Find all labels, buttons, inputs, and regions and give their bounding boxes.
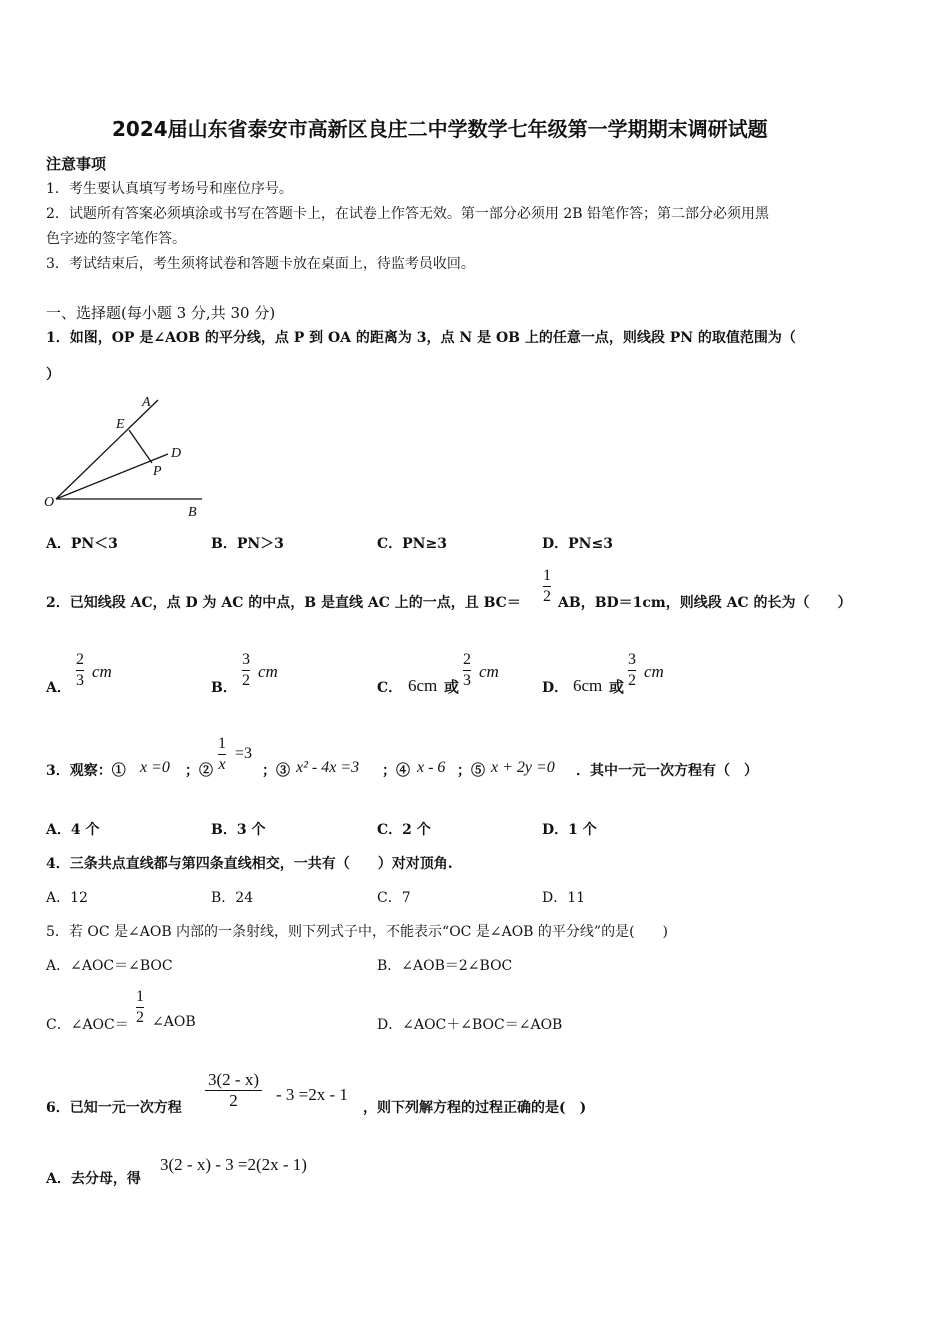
q4-option-c: C．7 xyxy=(377,890,411,906)
q3-eq-1: x =0 xyxy=(140,759,170,776)
q2-option-b-unit: cm xyxy=(258,662,278,681)
q6-num: 3(2 - x) xyxy=(208,1070,259,1089)
q2-option-d-pre: 6cm xyxy=(573,676,603,695)
q3-eq-2-fraction xyxy=(218,735,226,774)
q5-option-c-a: C．∠AOC＝ xyxy=(46,1017,129,1033)
notice-item-2-line1: 2．试题所有答案必须填涂或书写在答题卡上，在试卷上作答无效。第一部分必须用 2B 铅笔作答；第二部分必须用黑 xyxy=(46,206,769,222)
q1-option-d: D．PN≤3 xyxy=(542,536,613,552)
q2-option-a-unit: cm xyxy=(92,662,112,681)
q4-option-d: D．11 xyxy=(542,890,586,906)
q1-option-b: B．PN＞3 xyxy=(211,536,284,552)
q5-text: 5．若 OC 是∠AOB 内部的一条射线，则下列式子中，不能表示“OC 是∠AOB 的平分线”的是( ) xyxy=(46,924,668,940)
q4-option-b: B．24 xyxy=(211,890,254,906)
q6-den: 2 xyxy=(229,1091,238,1110)
q1-option-c: C．PN≥3 xyxy=(377,536,447,552)
q6-tail: ，则下列解方程的过程正确的是( ) xyxy=(363,1100,587,1116)
q2-option-d-unit: cm xyxy=(644,662,664,681)
q3-eq-4: x - 6 xyxy=(417,759,446,776)
q2-a-den: 3 xyxy=(76,672,84,689)
q3-sep-2: ；③ xyxy=(262,763,290,779)
q2-fraction xyxy=(543,567,551,606)
q6-lead: 6．已知一元一次方程 xyxy=(46,1100,182,1116)
q4-text: 4．三条共点直线都与第四条直线相交，一共有（ ）对对顶角. xyxy=(46,856,453,872)
q2-b-den: 2 xyxy=(242,672,250,689)
q3-eq2-den: x xyxy=(218,756,226,773)
q5-option-d: D．∠AOC＋∠BOC＝∠AOB xyxy=(377,1017,563,1033)
notice-item-3: 3．考试结束后，考生须将试卷和答题卡放在桌面上，待监考员收回。 xyxy=(46,256,475,272)
q2-text-b: AB，BD＝1cm，则线段 AC 的长为（ ） xyxy=(558,595,852,611)
q2-option-c-or: 或 xyxy=(444,678,460,696)
q3-lead: 3．观察：① xyxy=(46,763,126,779)
q6-option-a-label: A．去分母，得 xyxy=(46,1171,141,1187)
q3-sep-3: ；④ xyxy=(382,763,410,779)
page-title: 2024届山东省泰安市高新区良庄二中学数学七年级第一学期期末调研试题 xyxy=(112,117,768,141)
q3-option-b: B．3 个 xyxy=(211,822,266,838)
q5-option-c-fraction xyxy=(136,988,144,1027)
q6-option-a-expr: 3(2 - x) - 3 =2(2x - 1) xyxy=(160,1155,307,1174)
q3-option-c: C．2 个 xyxy=(377,822,431,838)
q2-d-den: 2 xyxy=(628,672,636,689)
q3-eq-5: x + 2y =0 xyxy=(491,759,555,776)
q3-option-a: A．4 个 xyxy=(46,822,100,838)
q1-option-a: A．PN＜3 xyxy=(46,536,118,552)
q2-option-c-unit: cm xyxy=(479,662,499,681)
q2-c-den: 3 xyxy=(463,672,471,689)
q6-fraction xyxy=(205,1071,262,1110)
q2-option-a-fraction xyxy=(76,651,84,690)
notice-heading: 注意事项 xyxy=(46,155,107,173)
q2-fraction-num: 1 xyxy=(543,567,551,584)
q3-eq-2-rest: =3 xyxy=(235,745,253,762)
q3-eq-3: x² - 4x =3 xyxy=(296,759,360,776)
q3-option-d: D．1 个 xyxy=(542,822,597,838)
label-o: O xyxy=(44,495,55,510)
q2-option-a-label: A． xyxy=(46,680,71,696)
section-heading: 一、选择题(每小题 3 分,共 30 分) xyxy=(46,304,276,322)
label-a: A xyxy=(142,395,151,410)
q3-sep-1: ；② xyxy=(185,763,213,779)
q2-c-num: 2 xyxy=(463,651,471,668)
notice-item-2-line2: 色字迹的签字笔作答。 xyxy=(46,231,186,247)
q2-option-b-fraction xyxy=(242,651,250,690)
q2-option-d-fraction xyxy=(628,651,636,690)
q5-c-den: 2 xyxy=(136,1009,144,1026)
q4-option-a: A．12 xyxy=(46,890,88,906)
q2-option-c-label: C． xyxy=(377,680,403,696)
q5-option-c-b: ∠AOB xyxy=(152,1014,196,1030)
q2-option-d-label: D． xyxy=(542,680,569,696)
q1-text: 1．如图，OP 是∠AOB 的平分线，点 P 到 OA 的距离为 3，点 N 是 OB 上的任意一点，则线段 PN 的取值范围为（ xyxy=(46,330,796,346)
q1-text-end: ） xyxy=(46,367,60,383)
q2-fraction-den: 2 xyxy=(543,588,551,605)
label-e: E xyxy=(116,417,125,432)
q6-rest: - 3 =2x - 1 xyxy=(276,1085,348,1104)
label-d: D xyxy=(171,446,182,461)
q2-option-b-label: B． xyxy=(211,680,237,696)
label-p: P xyxy=(153,464,162,479)
q1-figure xyxy=(40,388,210,523)
q3-eq2-num: 1 xyxy=(218,735,226,752)
q2-text-a: 2．已知线段 AC，点 D 为 AC 的中点，B 是直线 AC 上的一点，且 BC＝ xyxy=(46,595,521,611)
q3-sep-4: ；⑤ xyxy=(457,763,485,779)
q2-d-num: 3 xyxy=(628,651,636,668)
q2-option-c-fraction xyxy=(463,651,471,690)
q2-a-num: 2 xyxy=(76,651,84,668)
q2-option-c-pre: 6cm xyxy=(408,676,438,695)
q2-option-d-or: 或 xyxy=(609,678,625,696)
label-b: B xyxy=(188,505,197,520)
q5-option-a: A．∠AOC＝∠BOC xyxy=(46,958,173,974)
notice-item-1: 1．考生要认真填写考场号和座位序号。 xyxy=(46,181,293,197)
q3-tail: ．其中一元一次方程有（ ） xyxy=(576,763,758,779)
q5-c-num: 1 xyxy=(136,988,144,1005)
q5-option-b: B．∠AOB＝2∠BOC xyxy=(377,958,513,974)
segment-pe xyxy=(129,430,152,463)
q2-b-num: 3 xyxy=(242,651,250,668)
